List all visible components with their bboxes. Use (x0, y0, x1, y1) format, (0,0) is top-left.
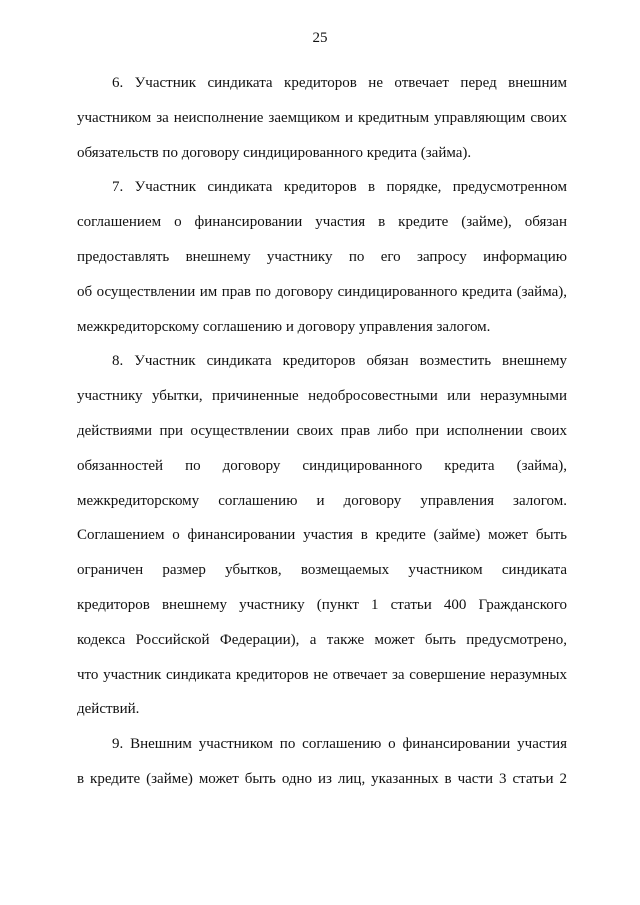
page-number: 25 (312, 30, 328, 46)
document-body (77, 66, 567, 797)
paragraph-line: 8. Участник синдиката кредиторов обязан возместить внешнему (112, 353, 567, 370)
paragraph-6 (77, 66, 567, 170)
paragraph-line: об осуществлении им прав по договору синдицированного кредита (займа), (77, 283, 567, 300)
paragraph-line: обязательств по договору синдицированного кредита (займа). (77, 144, 472, 161)
paragraph-line: кредиторов внешнему участнику (пункт 1 статьи 400 Гражданского (77, 596, 567, 613)
paragraph-line: в кредите (займе) может быть одно из лиц, указанных в части 3 статьи 2 (77, 770, 567, 787)
paragraph-line: 7. Участник синдиката кредиторов в порядке, предусмотренном (112, 179, 567, 196)
paragraph-line: 6. Участник синдиката кредиторов не отвечает перед внешним (112, 75, 567, 91)
paragraph-7 (77, 170, 567, 344)
paragraph-line: действиями при осуществлении своих прав либо при исполнении своих (77, 422, 567, 439)
paragraph-line: межкредиторскому соглашению и договору управления залогом. (77, 318, 491, 335)
paragraph-9 (77, 727, 567, 797)
paragraph-line: Соглашением о финансировании участия в кредите (займе) может быть (77, 527, 567, 544)
paragraph-line: что участник синдиката кредиторов не отвечает за совершение неразумных (77, 666, 567, 683)
paragraph-line: кодекса Российской Федерации), а также может быть предусмотрено, (77, 631, 567, 648)
paragraph-line: действий. (77, 701, 140, 718)
paragraph-line: ограничен размер убытков, возмещаемых участником синдиката (77, 562, 567, 579)
paragraph-line: 9. Внешним участником по соглашению о финансировании участия (112, 736, 567, 753)
paragraph-line: обязанностей по договору синдицированного кредита (займа), (77, 457, 567, 474)
paragraph-line: соглашением о финансировании участия в кредите (займе), обязан (77, 214, 567, 231)
paragraph-line: предоставлять внешнему участнику по его запросу информацию (77, 248, 567, 265)
paragraph-8 (77, 344, 567, 727)
paragraph-line: участником за неисполнение заемщиком и кредитным управляющим своих (77, 109, 567, 126)
paragraph-line: участнику убытки, причиненные недобросовестными или неразумными (77, 388, 567, 405)
paragraph-line: межкредиторскому соглашению и договору управления залогом. (77, 492, 567, 509)
